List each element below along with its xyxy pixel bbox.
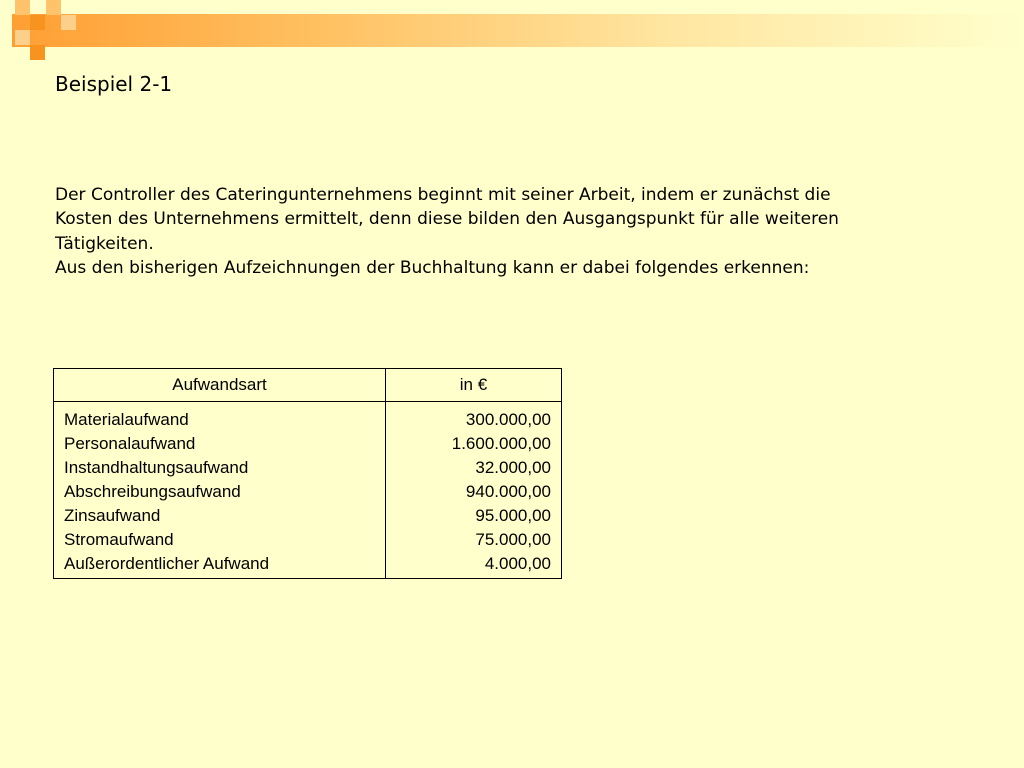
header-decoration [0,0,1024,62]
table-row [54,552,562,579]
decor-square [15,30,30,45]
amount-cell: 1.600.000,00 [386,432,562,456]
column-header-amount: in € [386,369,562,402]
column-header-aufwandsart: Aufwandsart [54,369,386,402]
expense-type-cell: Stromaufwand [54,528,386,552]
expense-table [53,368,562,579]
amount-cell: 4.000,00 [386,552,562,579]
table-row [54,504,562,528]
table-row [54,456,562,480]
body-text [55,183,875,280]
expense-type-cell: Instandhaltungsaufwand [54,456,386,480]
amount-cell: 940.000,00 [386,480,562,504]
amount-cell: 95.000,00 [386,504,562,528]
table-row [54,402,562,433]
expense-type-cell: Außerordentlicher Aufwand [54,552,386,579]
expense-type-cell: Zinsaufwand [54,504,386,528]
decor-square [30,15,45,30]
expense-type-cell: Materialaufwand [54,402,386,433]
amount-cell: 32.000,00 [386,456,562,480]
decor-square [30,45,45,60]
slide-title: Beispiel 2-1 [55,72,173,96]
expense-type-cell: Personalaufwand [54,432,386,456]
amount-cell: 75.000,00 [386,528,562,552]
decor-square [61,15,76,30]
decor-square [46,0,61,15]
table-row [54,528,562,552]
decor-square [15,0,30,15]
expense-type-cell: Abschreibungsaufwand [54,480,386,504]
header-gradient-bar [12,14,1024,47]
table-row [54,480,562,504]
paragraph: Aus den bisherigen Aufzeichnungen der Buchhaltung kann er dabei folgendes erkennen: [55,257,810,278]
paragraph: Der Controller des Cateringunternehmens beginnt mit seiner Arbeit, indem er zunächst die Kosten des Unternehmens ermittelt, denn diese bilden den Ausgangspunkt für alle weiteren Tätigkeiten. [55,185,839,254]
amount-cell: 300.000,00 [386,402,562,433]
table-row [54,432,562,456]
table-header-row [54,369,562,402]
